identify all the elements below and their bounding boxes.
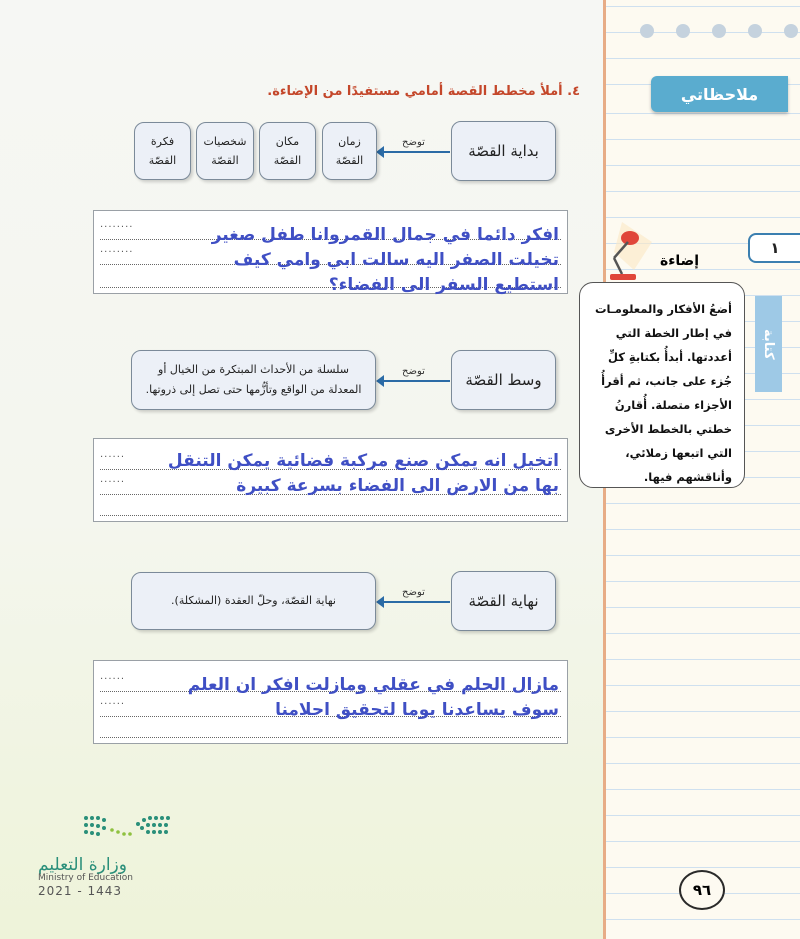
tip-title: إضاءة (659, 253, 699, 269)
element-idea: فكرة القصّة (134, 122, 191, 180)
answer-text-beginning: افكر دائما في جمال القمروانا طفل صغير تخيلت الصفر اليه سالت ابي وامي كيف استطيع السفر الى الفضاء؟ (211, 225, 559, 295)
element-place: مكان القصّة (259, 122, 316, 180)
stage-beginning: بداية القصّة (451, 121, 556, 181)
arrow-middle (382, 380, 450, 382)
lamp-icon (600, 212, 660, 284)
arrow-end (382, 601, 450, 603)
notes-tab: ملاحظاتي (651, 76, 788, 112)
ministry-name-english: Ministry of Education (38, 873, 133, 883)
page-number: ٩٦ (679, 870, 725, 910)
stage-middle: وسط القصّة (451, 350, 556, 410)
arrow-beginning (382, 151, 450, 153)
element-time: زمان القصّة (322, 122, 377, 180)
lesson-number-tab: ١ (748, 233, 800, 263)
arrow-label-beginning: توضح (402, 137, 425, 148)
element-characters: شخصيات القصّة (196, 122, 254, 180)
description-end: نهاية القصّة، وحلّ العقدة (المشكلة). (131, 572, 376, 630)
stage-end: نهاية القصّة (451, 571, 556, 631)
edition-year: 2021 - 1443 (38, 884, 123, 898)
arrow-label-middle: توضح (402, 366, 425, 377)
answer-box-beginning[interactable]: ........ ........ افكر دائما في جمال القمروانا طفل صغير تخيلت الصفر اليه سالت ابي وامي كيف استطيع السفر الى الفضاء؟ (93, 210, 568, 294)
writing-side-label: كتابة (761, 328, 776, 360)
instruction-text: ٤. أملأ مخطط القصة أمامي مستفيدًا من الإضاءة. (267, 84, 580, 99)
writing-side-tab (755, 296, 782, 392)
ministry-logo-icon (82, 812, 178, 846)
description-middle: سلسلة من الأحداث المبتكرة من الخيال أو المعدلة من الواقع وتأزُّمها حتى تصل إلى ذروتها. (131, 350, 376, 410)
answer-text-end: مازال الحلم في عقلي ومازلت افكر ان العلم سوف يساعدنا يوما لتحقيق احلامنا (187, 675, 559, 720)
ministry-name-arabic: وزارة التعليم (38, 855, 127, 875)
tip-box (579, 282, 745, 488)
answer-box-middle[interactable]: ...... ...... اتخيل انه يمكن صنع مركبة فضائية يمكن التنقل بها من الارض الى الفضاء بسرعة كبيرة (93, 438, 568, 522)
answer-text-middle: اتخيل انه يمكن صنع مركبة فضائية يمكن التنقل بها من الارض الى الفضاء بسرعة كبيرة (167, 451, 559, 496)
tip-text: أضعُ الأفكار والمعلومـات في إطار الخطة التي أعددتها. أبدأُ بكتابةِ كلِّ جُزء على جانب، ثم أقرأُ الأجزاء متصلة. أُقارنُ خطتي بالخطط الأخرى التي اتبعها زملائي، وأناقشهم فيها. (594, 302, 732, 484)
arrow-label-end: توضح (402, 587, 425, 598)
answer-box-end[interactable]: ...... ...... مازال الحلم في عقلي ومازلت افكر ان العلم سوف يساعدنا يوما لتحقيق احلامنا (93, 660, 568, 744)
